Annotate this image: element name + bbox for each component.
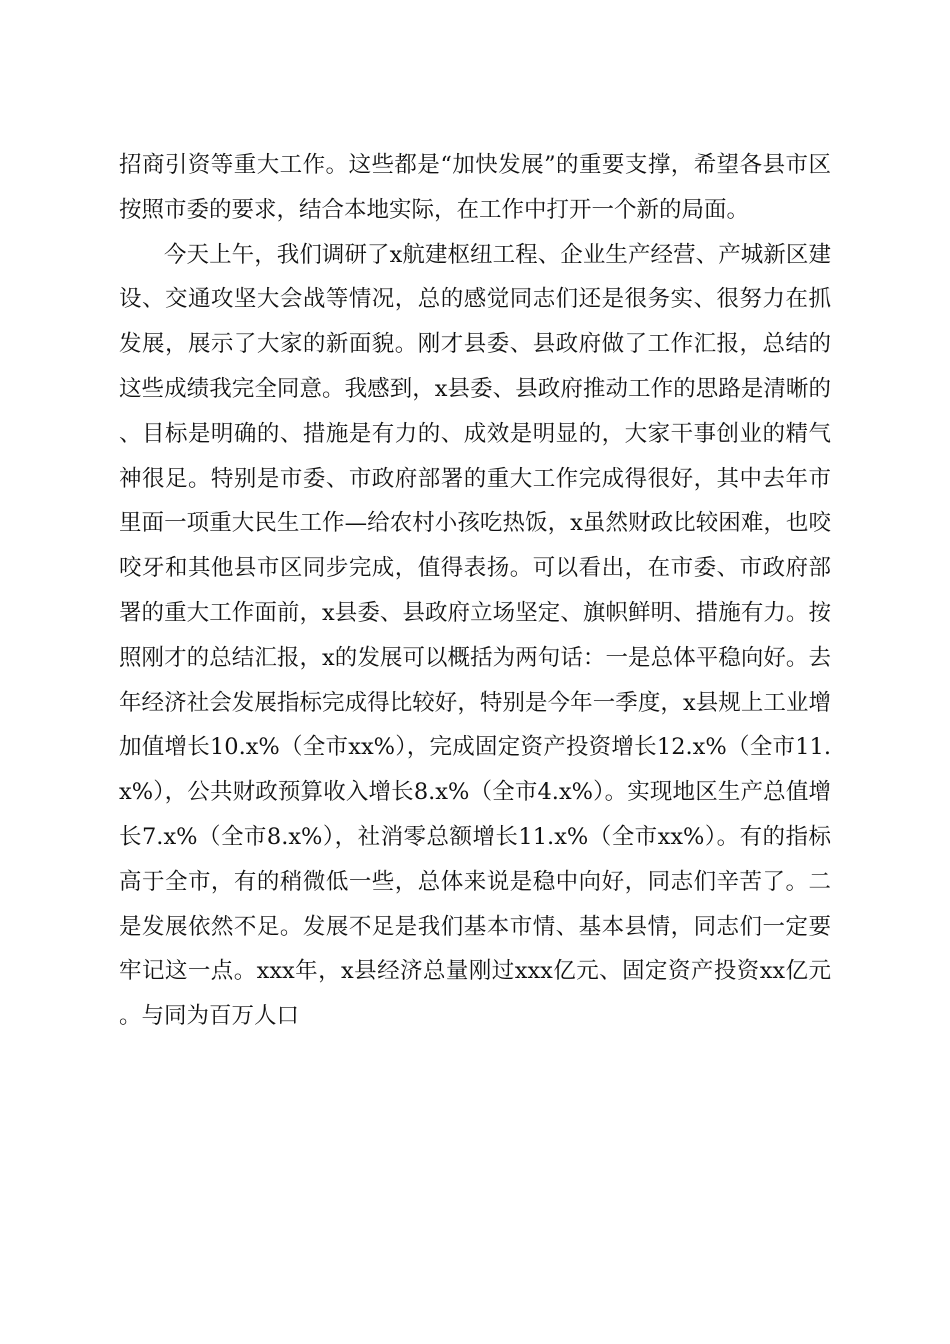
document-body [119,143,831,1039]
paragraph-2: 今天上午，我们调研了x航建枢纽工程、企业生产经营、产城新区建设、交通攻坚大会战等情况，总的感觉同志们还是很务实、很努力在抓发展，展示了大家的新面貌。刚才县委、县政府做了工作汇报，总结的这些成绩我完全同意。我感到，x县委、县政府推动工作的思路是清晰的、目标是明确的、措施是有力的、成效是明显的，大家干事创业的精气神很足。特别是市委、市政府部署的重大工作完成得很好，其中去年市里面一项重大民生工作—给农村小孩吃热饭，x虽然财政比较困难，也咬咬牙和其他县市区同步完成，值得表扬。可以看出，在市委、市政府部署的重大工作面前，x县委、县政府立场坚定、旗帜鲜明、措施有力。按照刚才的总结汇报，x的发展可以概括为两句话：一是总体平稳向好。去年经济社会发展指标完成得比较好，特别是今年一季度，x县规上工业增加值增长10.x%（全市xx%），完成固定资产投资增长12.x%（全市11.x%），公共财政预算收入增长8.x%（全市4.x%）。实现地区生产总值增长7.x%（全市8.x%），社消零总额增长11.x%（全市xx%）。有的指标高于全市，有的稍微低一些，总体来说是稳中向好，同志们辛苦了。二是发展依然不足。发展不足是我们基本市情、基本县情，同志们一定要牢记这一点。xxx年，x县经济总量刚过xxx亿元、固定资产投资xx亿元。与同为百万人口 [119,241,831,1030]
paragraph-1: 招商引资等重大工作。这些都是“加快发展”的重要支撑，希望各县市区按照市委的要求，结合本地实际，在工作中打开一个新的局面。 [119,152,831,223]
